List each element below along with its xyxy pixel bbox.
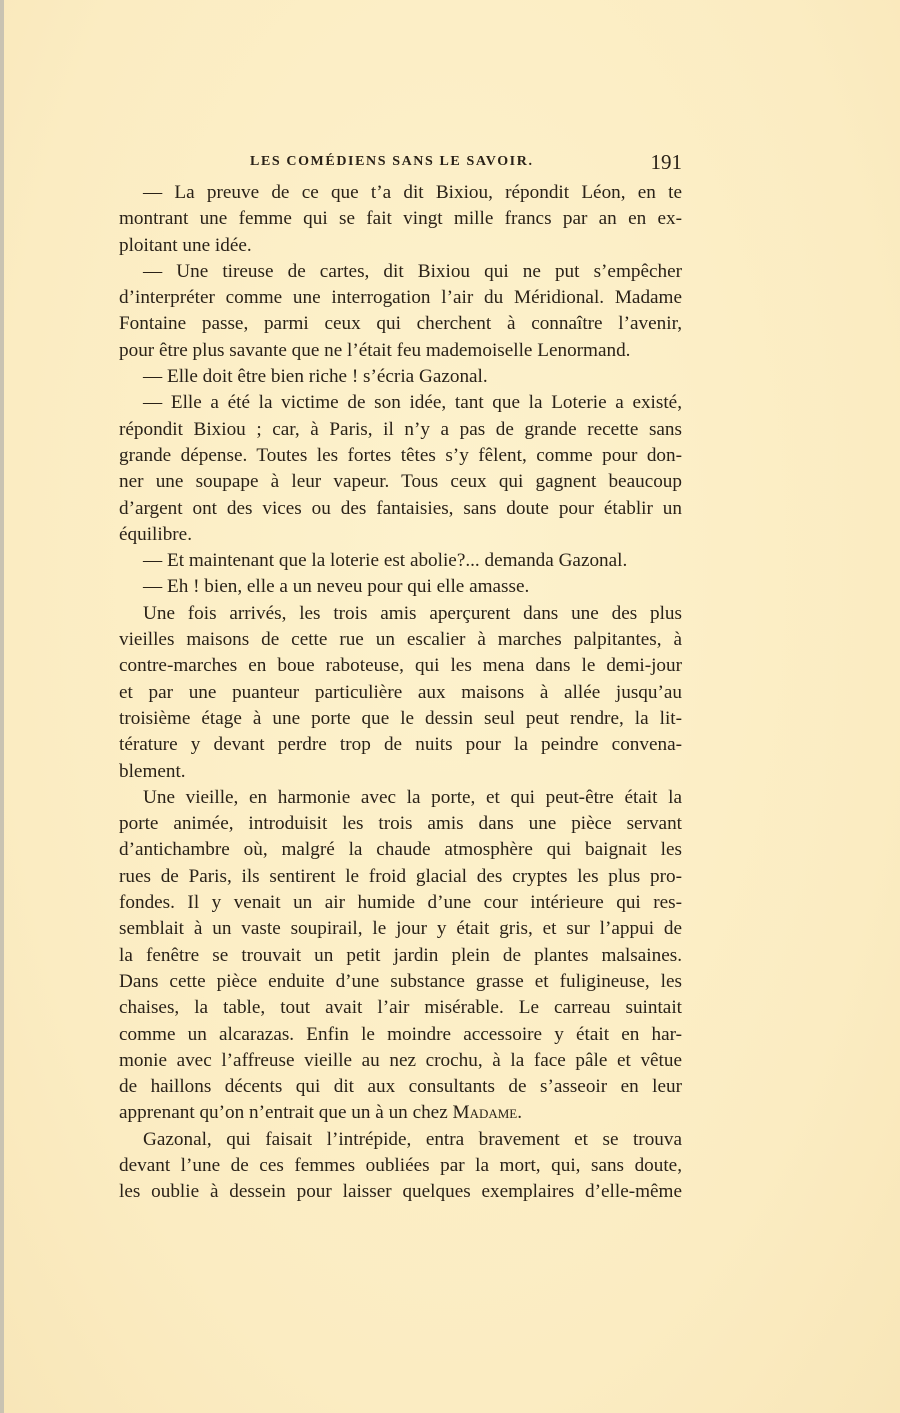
paragraph (119, 574, 682, 600)
text-line: d’antichambre où, malgré la chaude atmosphère qui baignait les (119, 839, 682, 861)
text-line: Gazonal, qui faisait l’intrépide, entra bravement et se trouva (143, 1128, 682, 1150)
text-line: d’interpréter comme une interrogation l’air du Méridional. Madame (119, 287, 682, 309)
text-line: équilibre. (119, 523, 192, 545)
text-line: monie avec l’affreuse vieille au nez crochu, à la face pâle et vêtue (119, 1049, 682, 1071)
text-line: ploitant une idée. (119, 234, 252, 256)
text-line: semblait à un vaste soupirail, le jour y était gris, et sur l’appui de (119, 918, 682, 940)
paragraph (119, 601, 682, 785)
text-line: montrant une femme qui se fait vingt mille francs par an en ex- (119, 208, 682, 230)
text-line: troisième étage à une porte que le dessin seul peut rendre, la lit- (119, 707, 682, 729)
body-text (119, 180, 682, 1206)
text-line: de haillons décents qui dit aux consultants de s’asseoir en leur (119, 1076, 682, 1098)
text-line: devant l’une de ces femmes oubliées par la mort, qui, sans doute, (119, 1154, 682, 1176)
text-line: — Et maintenant que la loterie est abolie?... demanda Gazonal. (143, 550, 628, 572)
text-line: et par une puanteur particulière aux maisons à allée jusqu’au (119, 681, 682, 703)
text-line: grande dépense. Toutes les fortes têtes s’y fêlent, comme pour don- (119, 444, 682, 466)
text-line: térature y devant perdre trop de nuits pour la peindre convena- (119, 734, 682, 756)
text-line: fondes. Il y venait un air humide d’une cour intérieure qui res- (119, 892, 682, 914)
scan-edge (0, 0, 4, 1413)
paragraph (119, 785, 682, 1127)
paragraph (119, 1127, 682, 1206)
text-line: pour être plus savante que ne l’était feu mademoiselle Lenormand. (119, 339, 631, 361)
running-title: LES COMÉDIENS SANS LE SAVOIR. (250, 154, 534, 169)
text-line: rues de Paris, ils sentirent le froid glacial des cryptes les plus pro- (119, 865, 682, 887)
text-line: apprenant qu’on n’entrait que un à un chez Madame. (119, 1102, 523, 1124)
page-number: 191 (650, 150, 682, 174)
text-line: les oublie à dessein pour laisser quelques exemplaires d’elle-même (119, 1181, 682, 1203)
text-line: Dans cette pièce enduite d’une substance grasse et fuligineuse, les (119, 970, 682, 992)
paragraph (119, 364, 682, 390)
paragraph (119, 259, 682, 364)
book-page (119, 150, 682, 1206)
text-line: — Elle a été la victime de son idée, tant que la Loterie a existé, (143, 392, 682, 414)
text-line: — Une tireuse de cartes, dit Bixiou qui ne put s’empêcher (143, 260, 682, 282)
text-line: ner une soupape à leur vapeur. Tous ceux qui gagnent beaucoup (119, 471, 682, 493)
text-line: contre-marches en boue raboteuse, qui les mena dans le demi-jour (119, 655, 682, 677)
text-line: comme un alcarazas. Enfin le moindre accessoire y était en har- (119, 1023, 682, 1045)
text-line: Une vieille, en harmonie avec la porte, et qui peut-être était la (143, 786, 682, 808)
text-line: Une fois arrivés, les trois amis aperçurent dans une des plus (143, 602, 682, 624)
text-line: blement. (119, 760, 186, 782)
text-line: répondit Bixiou ; car, à Paris, il n’y a pas de grande recette sans (119, 418, 682, 440)
smallcaps-word: Madame (452, 1102, 518, 1124)
text-line: vieilles maisons de cette rue un escalier à marches palpitantes, à (119, 629, 682, 651)
text-line: — La preuve de ce que t’a dit Bixiou, répondit Léon, en te (143, 182, 682, 203)
text-line: Fontaine passe, parmi ceux qui cherchent à connaître l’avenir, (119, 313, 682, 335)
text-line: — Eh ! bien, elle a un neveu pour qui elle amasse. (143, 576, 530, 598)
running-head (119, 150, 682, 180)
text-line: chaises, la table, tout avait l’air misérable. Le carreau suintait (119, 997, 682, 1019)
text-line: la fenêtre se trouvait un petit jardin plein de plantes malsaines. (119, 944, 682, 966)
paragraph (119, 548, 682, 574)
text-line: — Elle doit être bien riche ! s’écria Gazonal. (143, 366, 488, 388)
paragraph (119, 180, 682, 259)
paragraph (119, 390, 682, 548)
text-line: porte animée, introduisit les trois amis dans une pièce servant (119, 813, 682, 835)
text-line: d’argent ont des vices ou des fantaisies, sans doute pour établir un (119, 497, 682, 519)
